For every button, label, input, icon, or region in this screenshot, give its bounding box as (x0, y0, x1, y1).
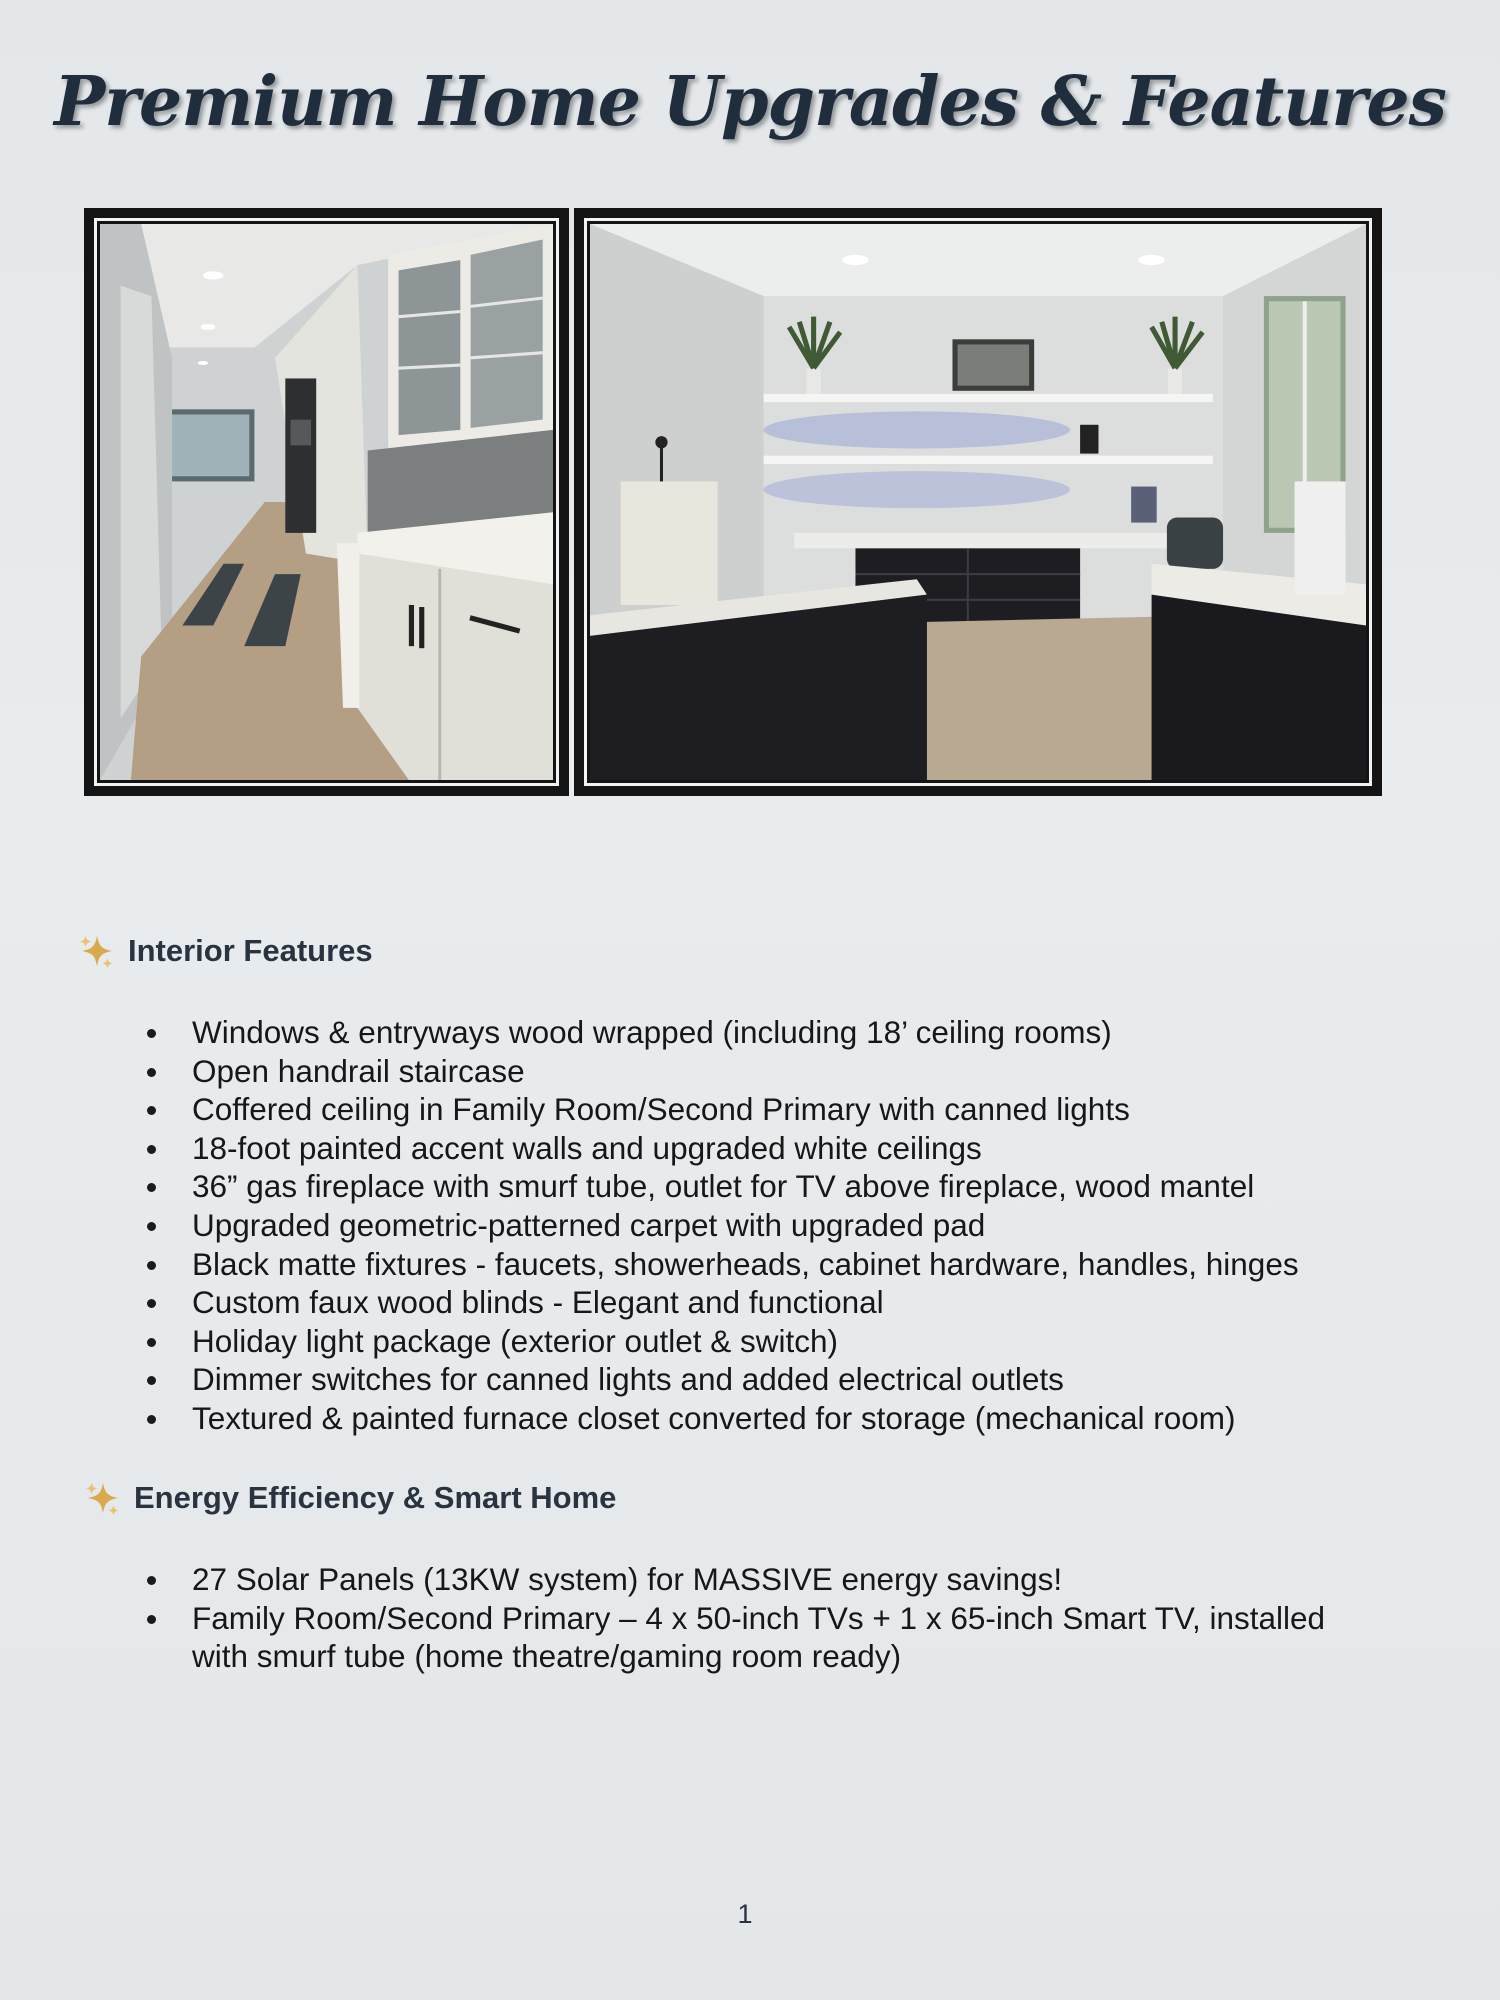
kitchen-photo (84, 208, 569, 796)
list-item: Upgraded geometric-patterned carpet with upgraded pad (147, 1206, 1397, 1245)
list-item: Family Room/Second Primary – 4 x 50-inch TVs + 1 x 65-inch Smart TV, installed with smurf tube (home theatre/gaming room ready) (147, 1599, 1327, 1676)
list-item: Custom faux wood blinds - Elegant and functional (147, 1283, 1397, 1322)
list-item: 27 Solar Panels (13KW system) for MASSIVE energy savings! (147, 1560, 1327, 1599)
list-item: Textured & painted furnace closet converted for storage (mechanical room) (147, 1399, 1397, 1438)
list-item: 18-foot painted accent walls and upgraded white ceilings (147, 1129, 1397, 1168)
section-heading-text: Interior Features (128, 933, 373, 968)
list-item: Coffered ceiling in Family Room/Second Primary with canned lights (147, 1090, 1397, 1129)
sparkle-icon (84, 1479, 122, 1517)
section-heading-text: Energy Efficiency & Smart Home (134, 1480, 617, 1515)
sparkle-icon (78, 932, 116, 970)
section-heading-energy (84, 1479, 616, 1517)
page-title: Premium Home Upgrades & Features (54, 62, 1446, 142)
energy-features-list (147, 1560, 1327, 1676)
list-item: 36” gas fireplace with smurf tube, outlet for TV above fireplace, wood mantel (147, 1167, 1397, 1206)
office-photo-image (590, 224, 1366, 780)
list-item: Windows & entryways wood wrapped (including 18’ ceiling rooms) (147, 1013, 1397, 1052)
office-photo (574, 208, 1382, 796)
page-number: 1 (737, 1899, 753, 1929)
list-item: Dimmer switches for canned lights and added electrical outlets (147, 1360, 1397, 1399)
list-item: Open handrail staircase (147, 1052, 1397, 1091)
interior-features-list (147, 1013, 1397, 1438)
kitchen-photo-image (100, 224, 553, 780)
section-heading-interior (78, 932, 373, 970)
list-item: Holiday light package (exterior outlet & switch) (147, 1322, 1397, 1361)
list-item: Black matte fixtures - faucets, showerheads, cabinet hardware, handles, hinges (147, 1245, 1397, 1284)
